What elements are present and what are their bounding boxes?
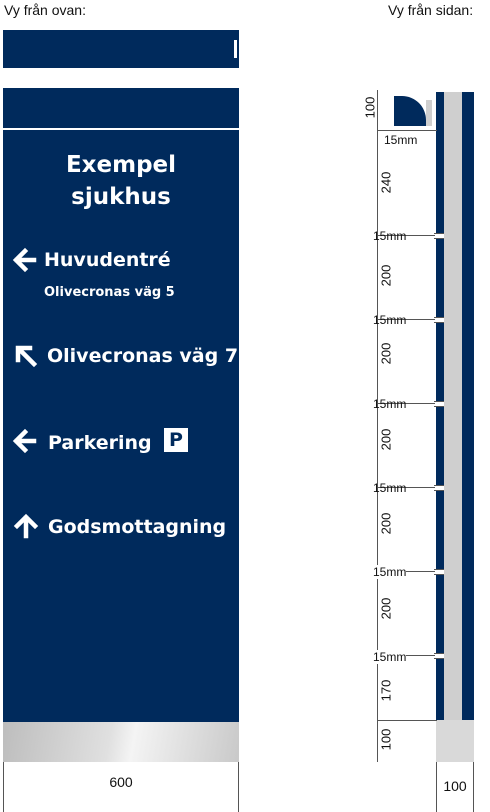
- sign-base: [3, 722, 239, 762]
- base-height-label: 100: [378, 728, 394, 751]
- segment-label-7: 170: [378, 679, 394, 702]
- side-back-face: [462, 92, 474, 720]
- direction-label-godsmottagning: Godsmottagning: [48, 516, 227, 538]
- front-width-label: 600: [109, 774, 133, 790]
- segment-label-3: 200: [378, 342, 394, 365]
- arrow-up-icon: [13, 513, 39, 539]
- segment-label-4: 200: [378, 428, 394, 451]
- gap-label-7: 15mm: [373, 650, 407, 664]
- arrow-left-icon: [12, 247, 38, 273]
- arrow-left-icon: [12, 428, 38, 454]
- parking-badge: P: [164, 428, 188, 452]
- side-cap-profile: [392, 90, 432, 128]
- direction-label-parkering: Parkering: [48, 432, 152, 454]
- sign-title-line2: sjukhus: [71, 184, 171, 210]
- segment-label-6: 200: [378, 597, 394, 620]
- gap-label-4: 15mm: [373, 397, 407, 411]
- segment-label-1: 240: [378, 171, 394, 194]
- segment-label-2: 200: [378, 264, 394, 287]
- side-width-label: 100: [443, 778, 467, 794]
- gap-label-3: 15mm: [373, 313, 407, 327]
- segment-label-5: 200: [378, 512, 394, 535]
- gap-label-6: 15mm: [373, 565, 407, 579]
- gap-label-1: 15mm: [384, 133, 418, 147]
- top-view-notch: [234, 40, 237, 58]
- sign-title-line1: Exempel: [65, 152, 177, 178]
- gap-label-5: 15mm: [373, 481, 407, 495]
- sign-cap: [3, 88, 239, 128]
- side-base: [436, 720, 474, 762]
- side-core: [444, 92, 462, 720]
- direction-label-huvudentre: Huvudentré: [44, 249, 171, 271]
- sign-panel: [3, 130, 239, 722]
- top-view-caption: Vy från ovan:: [4, 2, 86, 18]
- top-view-bar: [3, 30, 239, 68]
- side-view-caption: Vy från sidan:: [388, 2, 474, 18]
- cap-height-label: 100: [362, 96, 378, 119]
- arrow-up-left-icon: [14, 344, 38, 368]
- gap-label-2: 15mm: [373, 229, 407, 243]
- direction-sub-huvudentre: Olivecronas väg 5: [44, 285, 175, 300]
- direction-label-olivecronas-7: Olivecronas väg 7: [47, 345, 239, 367]
